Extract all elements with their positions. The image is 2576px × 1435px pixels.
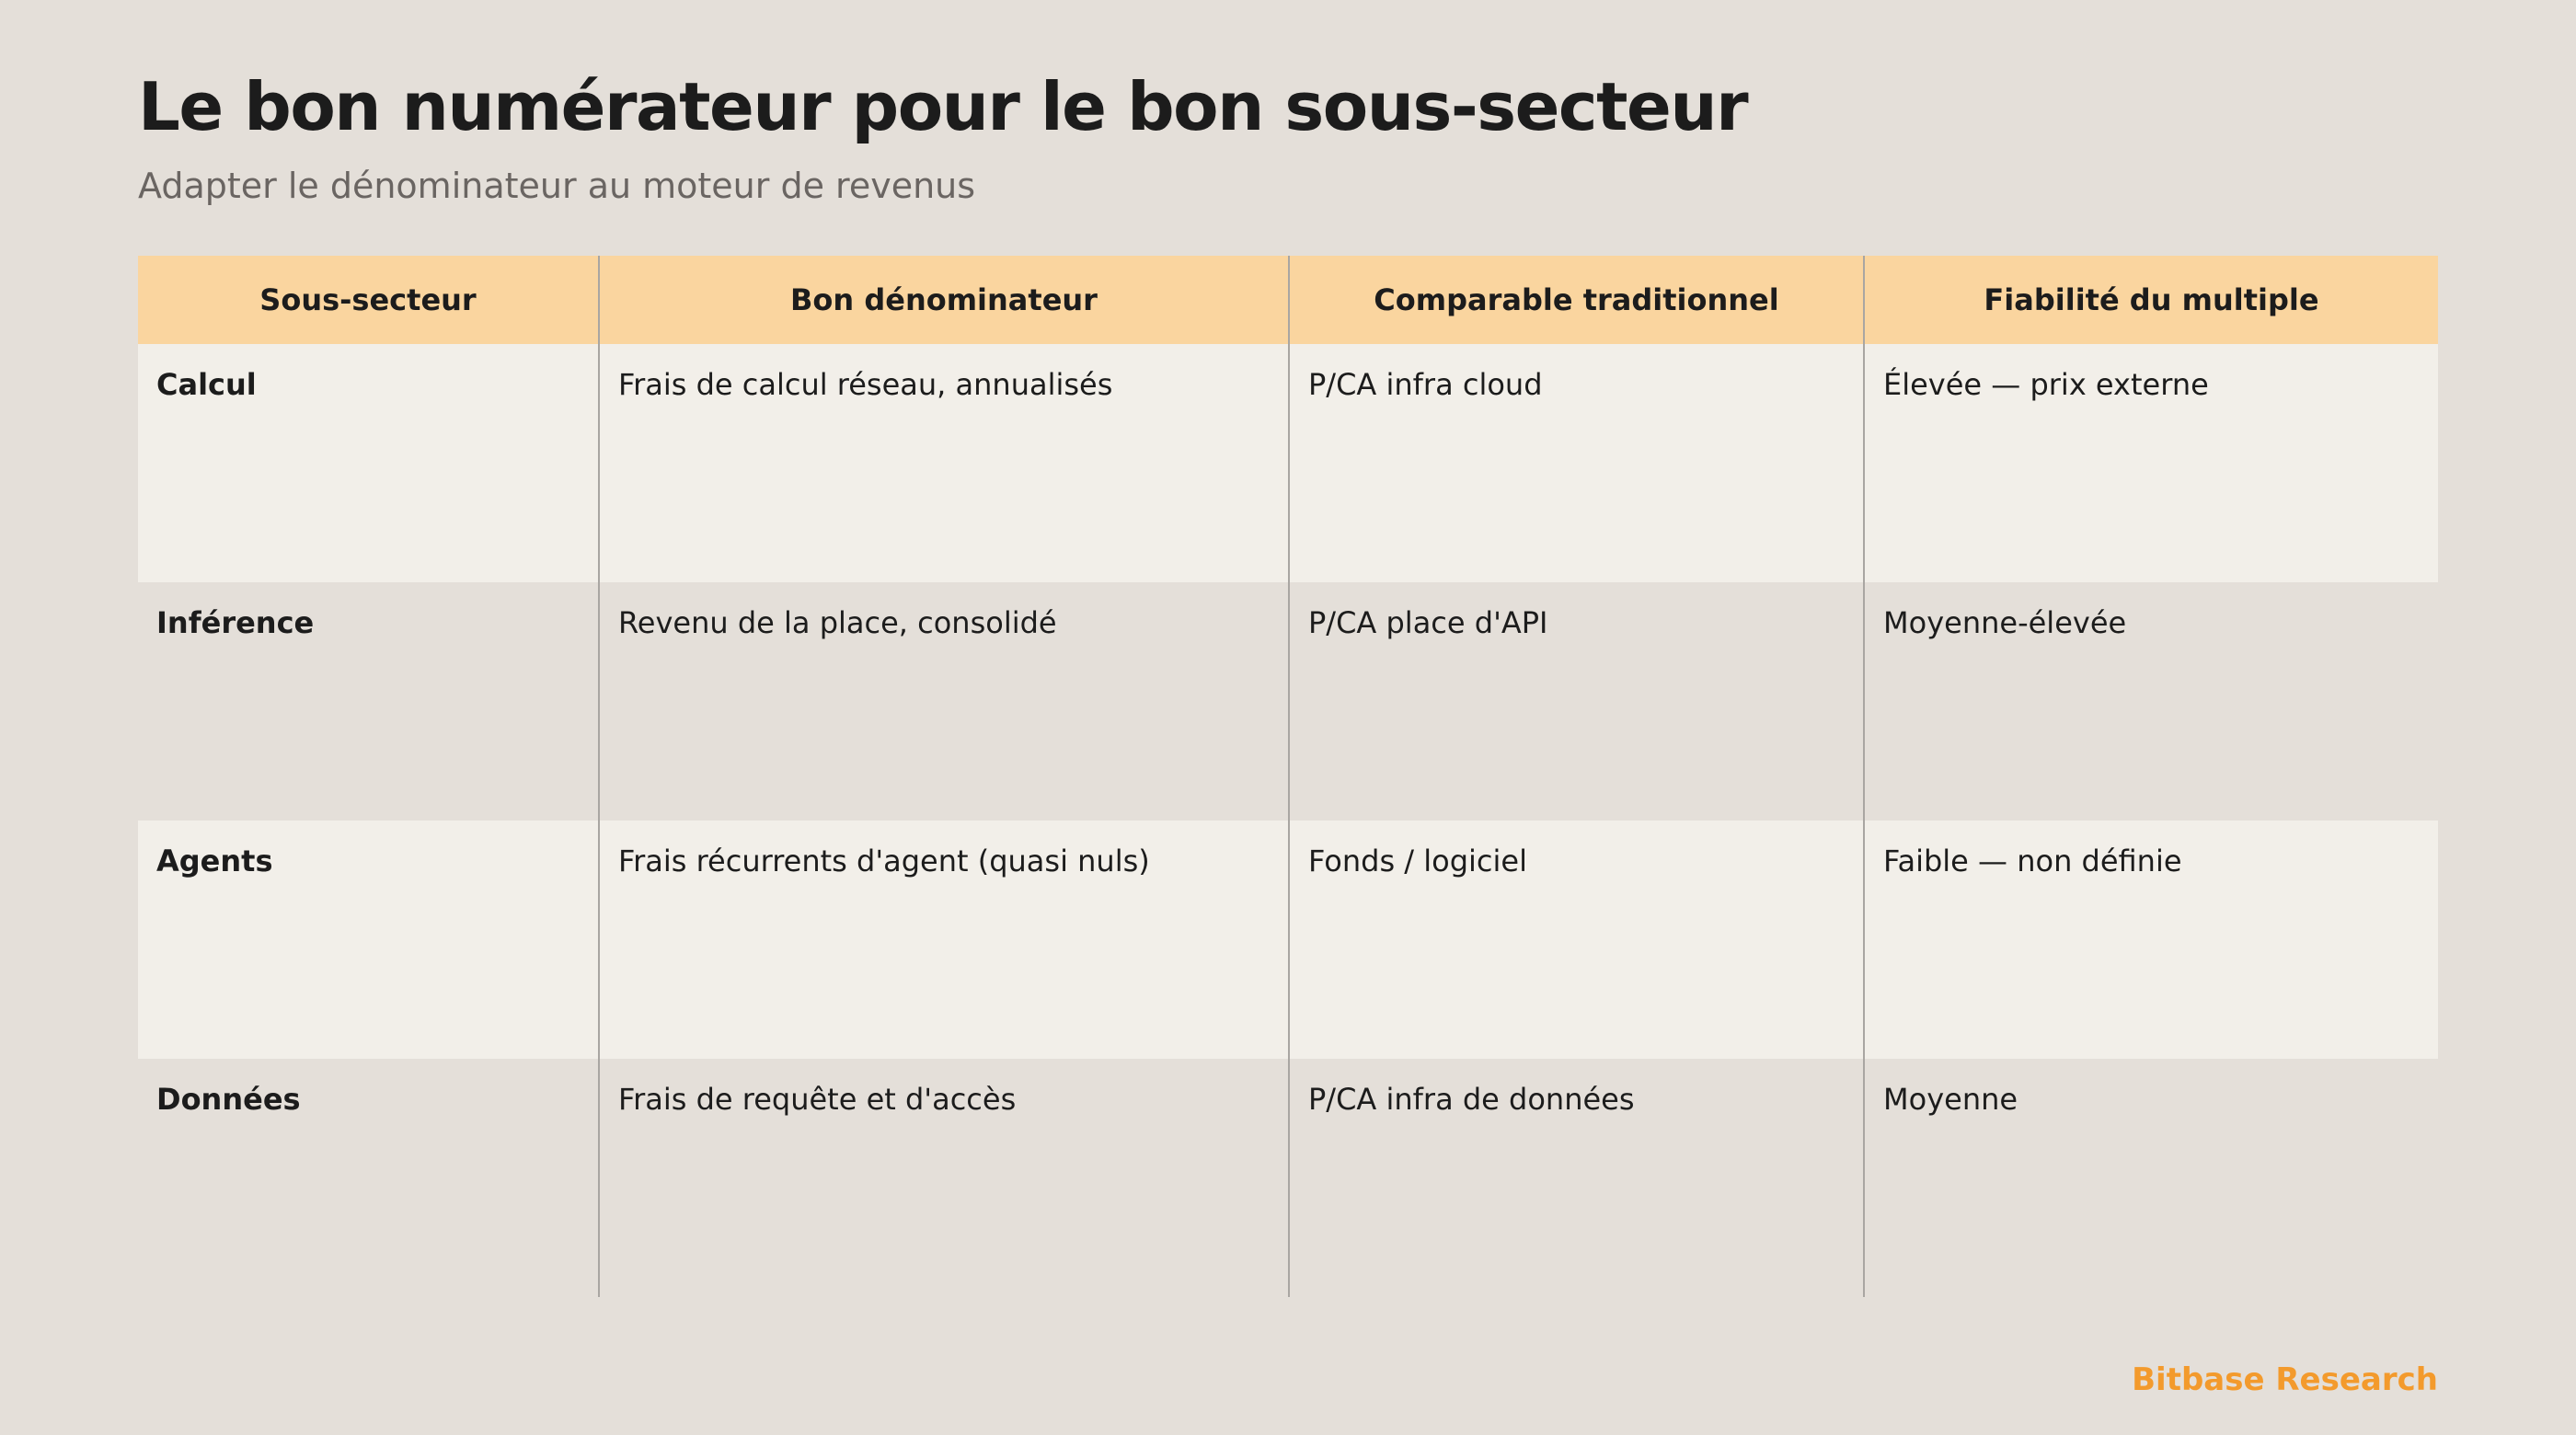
table-row: [138, 1059, 2438, 1297]
table-cell: Frais de calcul réseau, annualisés: [598, 344, 1288, 582]
table-cell: P/CA infra de données: [1288, 1059, 1863, 1297]
table-row: [138, 344, 2438, 582]
table-cell: Moyenne: [1863, 1059, 2438, 1297]
column-header-fiabilite-du-multiple: Fiabilité du multiple: [1863, 256, 2438, 344]
table-row: [138, 582, 2438, 821]
table-cell: Fonds / logiciel: [1288, 821, 1863, 1059]
table-cell: P/CA place d'API: [1288, 582, 1863, 821]
table-cell: Revenu de la place, consolidé: [598, 582, 1288, 821]
column-header-bon-denominateur: Bon dénominateur: [598, 256, 1288, 344]
comparison-table: [138, 256, 2438, 1297]
column-header-sous-secteur: Sous-secteur: [259, 282, 477, 317]
table-header-row: [138, 256, 2438, 344]
column-header-comparable-traditionnel: Comparable traditionnel: [1288, 256, 1863, 344]
table-cell: Moyenne-élevée: [1863, 582, 2438, 821]
table-cell: Frais de requête et d'accès: [598, 1059, 1288, 1297]
table-row: [138, 821, 2438, 1059]
table-cell: P/CA infra cloud: [1288, 344, 1863, 582]
row-label: Agents: [156, 844, 273, 878]
page-title: Le bon numérateur pour le bon sous-secteur: [138, 68, 1748, 145]
row-label: Calcul: [156, 367, 257, 402]
brand-logo-text: Bitbase Research: [2132, 1361, 2438, 1398]
row-label: Données: [156, 1082, 301, 1117]
page-subtitle: Adapter le dénominateur au moteur de revenus: [138, 166, 976, 206]
table-cell: Frais récurrents d'agent (quasi nuls): [598, 821, 1288, 1059]
table-cell: Faible — non définie: [1863, 821, 2438, 1059]
table-cell: Élevée — prix externe: [1863, 344, 2438, 582]
row-label: Inférence: [156, 605, 315, 640]
